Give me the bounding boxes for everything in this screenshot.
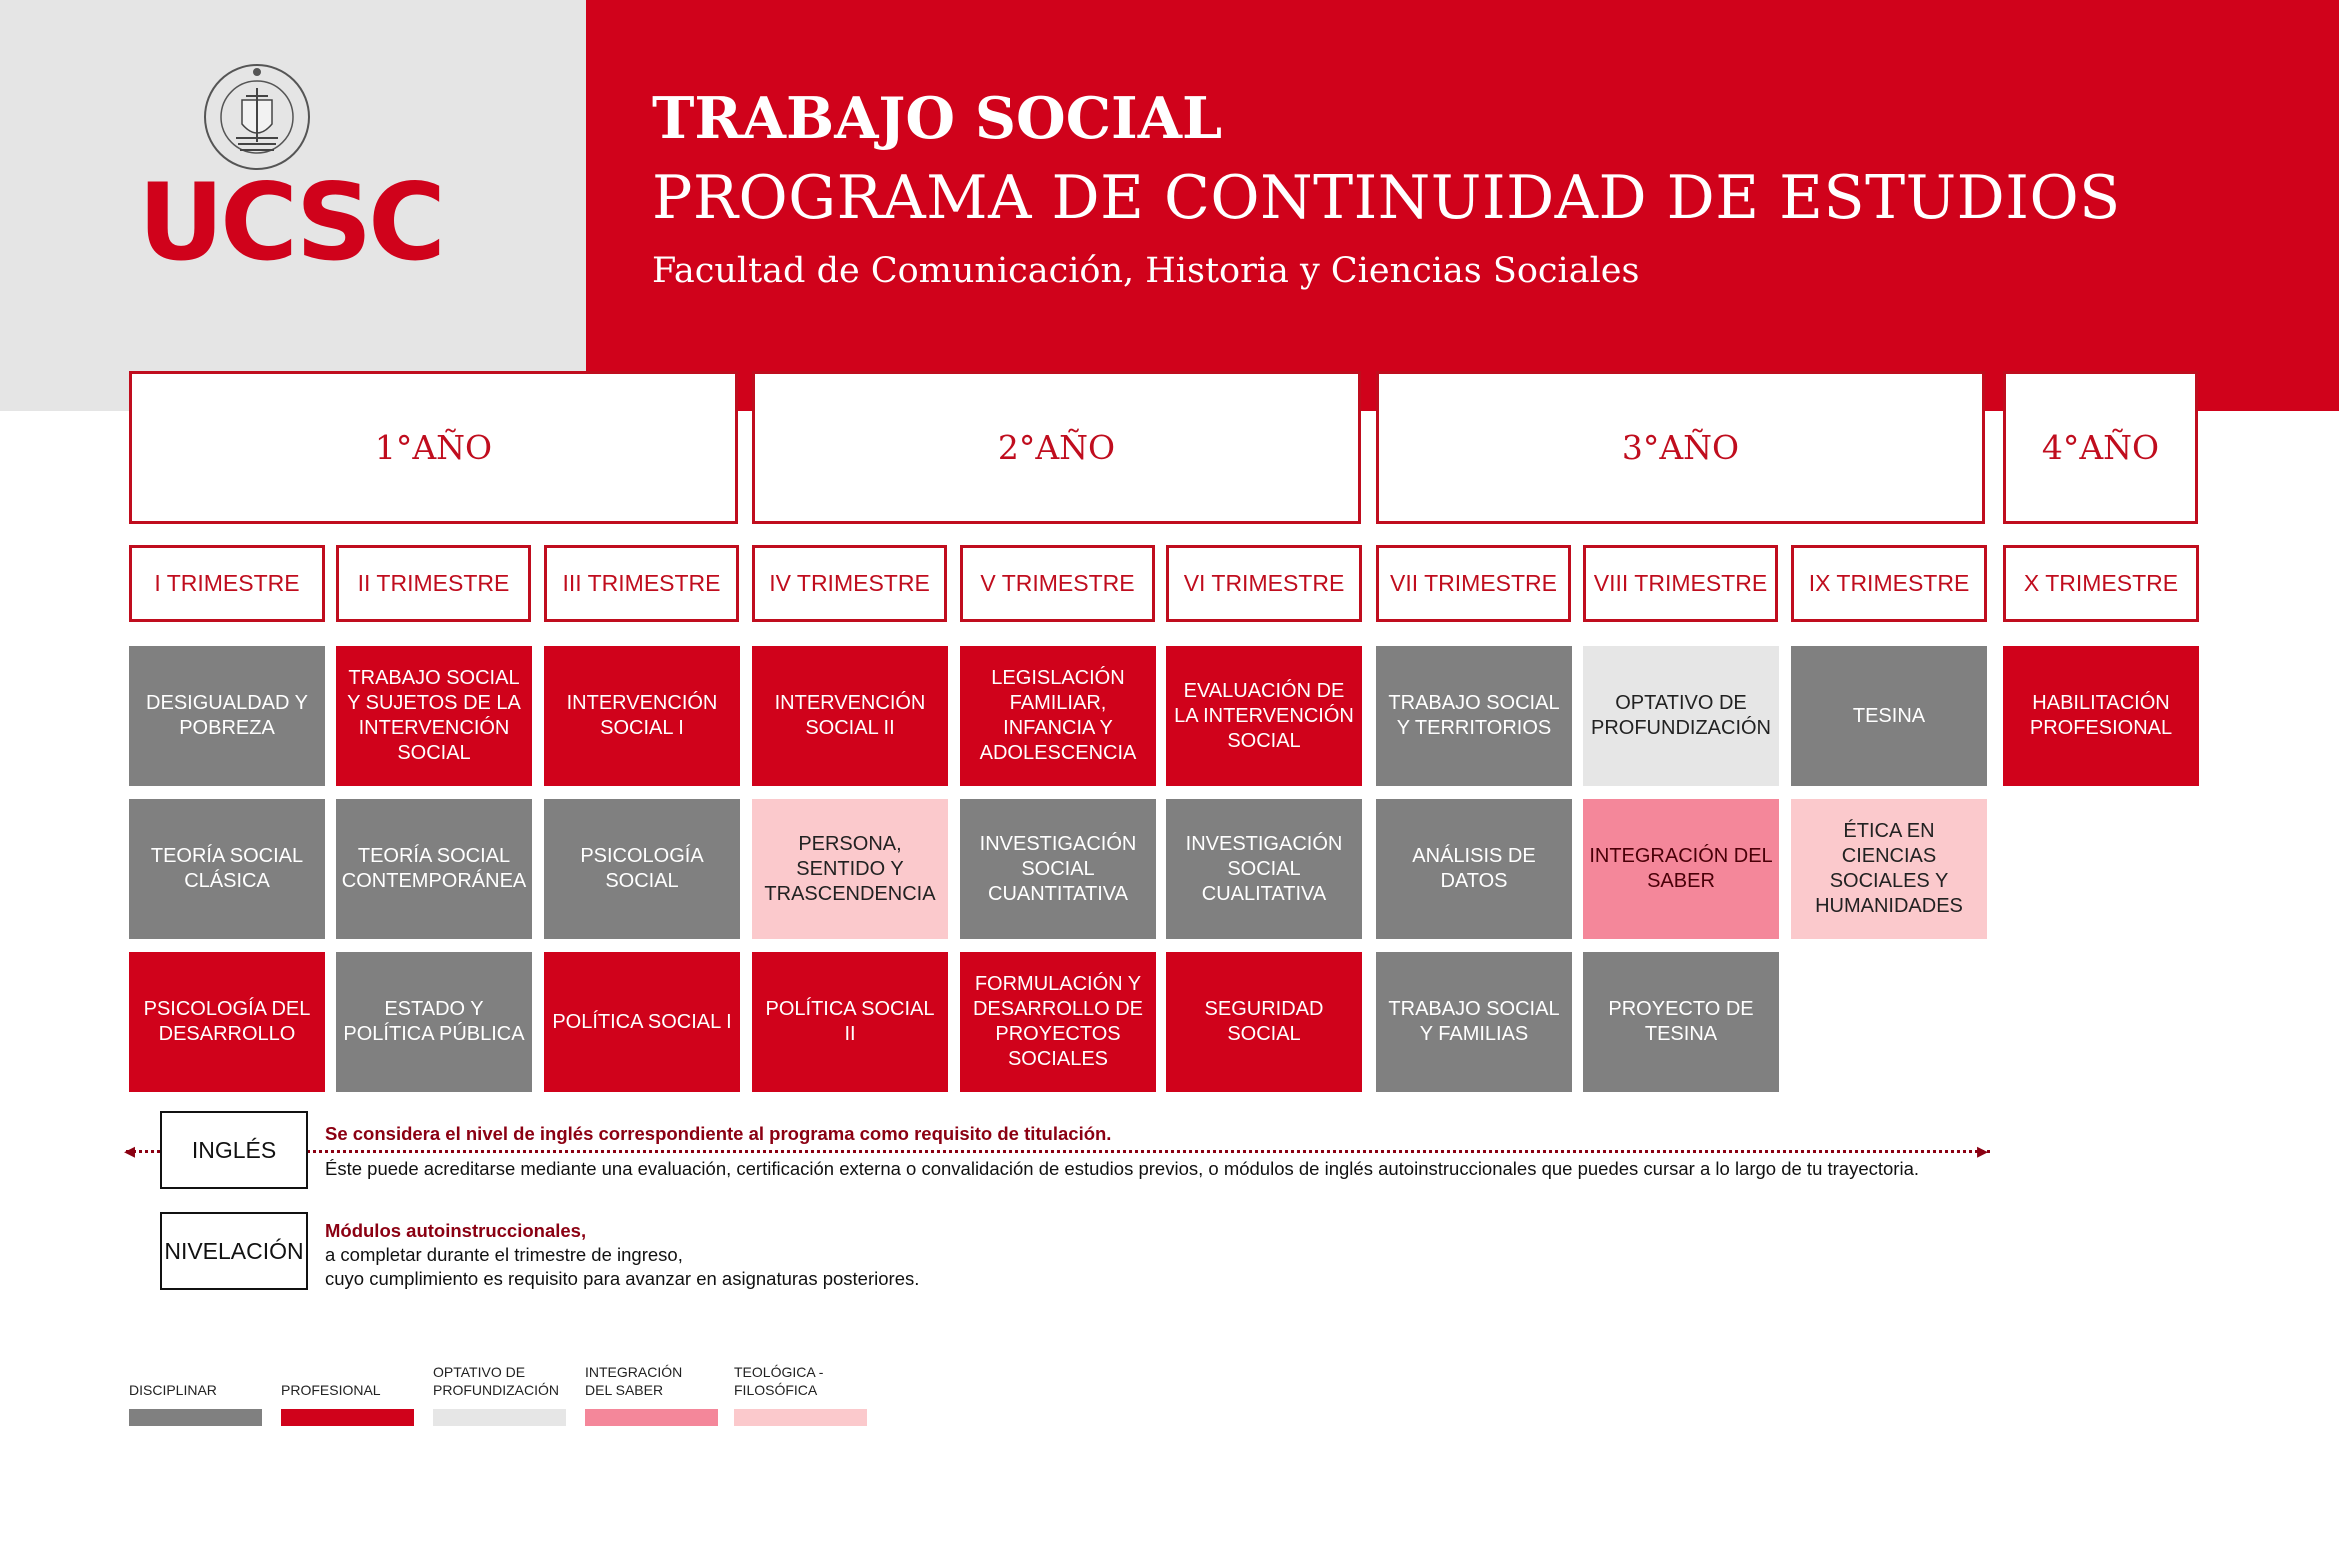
course-analisis-de-datos: ANÁLISIS DE DATOS (1376, 799, 1572, 939)
trimester-3: III TRIMESTRE (544, 545, 739, 622)
arrow-left-icon: ◂ (124, 1138, 136, 1163)
legend-label-disciplinar: DISCIPLINAR (129, 1382, 217, 1398)
course-teoria-social-clasica: TEORÍA SOCIAL CLÁSICA (129, 799, 325, 939)
course-trabajo-social-familias: TRABAJO SOCIAL Y FAMILIAS (1376, 952, 1572, 1092)
course-psicologia-del-desarrollo: PSICOLOGÍA DEL DESARROLLO (129, 952, 325, 1092)
legend-label-profesional: PROFESIONAL (281, 1382, 381, 1398)
year-2-header: 2°AÑO (752, 371, 1361, 524)
trimester-9: IX TRIMESTRE (1791, 545, 1987, 622)
leveling-title: Módulos autoinstruccionales, (325, 1220, 587, 1241)
nivelacion-box: NIVELACIÓN (160, 1212, 308, 1290)
course-estado-y-politica-publica: ESTADO Y POLÍTICA PÚBLICA (336, 952, 532, 1092)
legend-swatch-teologica (734, 1409, 867, 1426)
course-intervencion-social-1: INTERVENCIÓN SOCIAL I (544, 646, 740, 786)
legend-label-teologica-1: TEOLÓGICA - (734, 1364, 824, 1380)
course-persona-sentido-trascendencia: PERSONA, SENTIDO Y TRASCENDENCIA (752, 799, 948, 939)
trimester-10: X TRIMESTRE (2003, 545, 2199, 622)
legend-label-integracion-1: INTEGRACIÓN (585, 1364, 683, 1380)
leveling-line-2: cuyo cumplimiento es requisito para avanzar en asignaturas posteriores. (325, 1268, 920, 1289)
leveling-line-1: a completar durante el trimestre de ingreso, (325, 1244, 683, 1265)
course-investigacion-cualitativa: INVESTIGACIÓN SOCIAL CUALITATIVA (1166, 799, 1362, 939)
english-timeline-line (126, 1150, 1990, 1153)
course-tesina: TESINA (1791, 646, 1987, 786)
legend-label-optativo-1: OPTATIVO DE (433, 1364, 526, 1380)
course-optativo-profundizacion: OPTATIVO DE PROFUNDIZACIÓN (1583, 646, 1779, 786)
legend-swatch-disciplinar (129, 1409, 262, 1426)
course-habilitacion-profesional: HABILITACIÓN PROFESIONAL (2003, 646, 2199, 786)
ingles-box: INGLÉS (160, 1111, 308, 1189)
course-evaluacion-intervencion: EVALUACIÓN DE LA INTERVENCIÓN SOCIAL (1166, 646, 1362, 786)
legend-swatch-integracion (585, 1409, 718, 1426)
course-proyecto-de-tesina: PROYECTO DE TESINA (1583, 952, 1779, 1092)
legend-swatch-profesional (281, 1409, 414, 1426)
legend-label-teologica-2: FILOSÓFICA (734, 1382, 818, 1398)
year-4-header: 4°AÑO (2003, 371, 2198, 524)
page-title: TRABAJO SOCIAL (652, 85, 1223, 152)
course-trabajo-social-y-sujetos: TRABAJO SOCIAL Y SUJETOS DE LA INTERVENCIÓN SOCIAL (336, 646, 532, 786)
trimester-7: VII TRIMESTRE (1376, 545, 1571, 622)
university-seal-icon (202, 62, 312, 172)
year-1-header: 1°AÑO (129, 371, 738, 524)
arrow-right-icon: ▸ (1977, 1138, 1989, 1163)
course-intervencion-social-2: INTERVENCIÓN SOCIAL II (752, 646, 948, 786)
legend-label-optativo-2: PROFUNDIZACIÓN (433, 1382, 559, 1398)
course-desigualdad-y-pobreza: DESIGUALDAD Y POBREZA (129, 646, 325, 786)
english-requirement-note: Se considera el nivel de inglés correspondiente al programa como requisito de titulación. (325, 1123, 1112, 1144)
course-investigacion-cuantitativa: INVESTIGACIÓN SOCIAL CUANTITATIVA (960, 799, 1156, 939)
course-etica-ciencias-sociales: ÉTICA EN CIENCIAS SOCIALES Y HUMANIDADES (1791, 799, 1987, 939)
trimester-8: VIII TRIMESTRE (1583, 545, 1778, 622)
faculty-subtitle: Facultad de Comunicación, Historia y Ciencias Sociales (652, 251, 1640, 291)
trimester-6: VI TRIMESTRE (1166, 545, 1362, 622)
course-legislacion-familiar: LEGISLACIÓN FAMILIAR, INFANCIA Y ADOLESCENCIA (960, 646, 1156, 786)
course-teoria-social-contemporanea: TEORÍA SOCIAL CONTEMPORÁNEA (336, 799, 532, 939)
course-integracion-del-saber: INTEGRACIÓN DEL SABER (1583, 799, 1779, 939)
trimester-5: V TRIMESTRE (960, 545, 1155, 622)
trimester-2: II TRIMESTRE (336, 545, 531, 622)
course-seguridad-social: SEGURIDAD SOCIAL (1166, 952, 1362, 1092)
trimester-1: I TRIMESTRE (129, 545, 325, 622)
english-detail-note: Éste puede acreditarse mediante una evaluación, certificación externa o convalidación de estudios previos, o módulos de inglés autoinstruccionales que puedes cursar a lo largo de tu trayectoria. (325, 1158, 1920, 1179)
legend-swatch-optativo (433, 1409, 566, 1426)
program-title: PROGRAMA DE CONTINUIDAD DE ESTUDIOS (652, 163, 2121, 233)
trimester-4: IV TRIMESTRE (752, 545, 947, 622)
course-trabajo-social-territorios: TRABAJO SOCIAL Y TERRITORIOS (1376, 646, 1572, 786)
course-psicologia-social: PSICOLOGÍA SOCIAL (544, 799, 740, 939)
course-formulacion-proyectos: FORMULACIÓN Y DESARROLLO DE PROYECTOS SOCIALES (960, 952, 1156, 1092)
ucsc-logo: UCSC (138, 161, 442, 284)
course-politica-social-1: POLÍTICA SOCIAL I (544, 952, 740, 1092)
course-politica-social-2: POLÍTICA SOCIAL II (752, 952, 948, 1092)
year-3-header: 3°AÑO (1376, 371, 1985, 524)
legend-label-integracion-2: DEL SABER (585, 1382, 664, 1398)
